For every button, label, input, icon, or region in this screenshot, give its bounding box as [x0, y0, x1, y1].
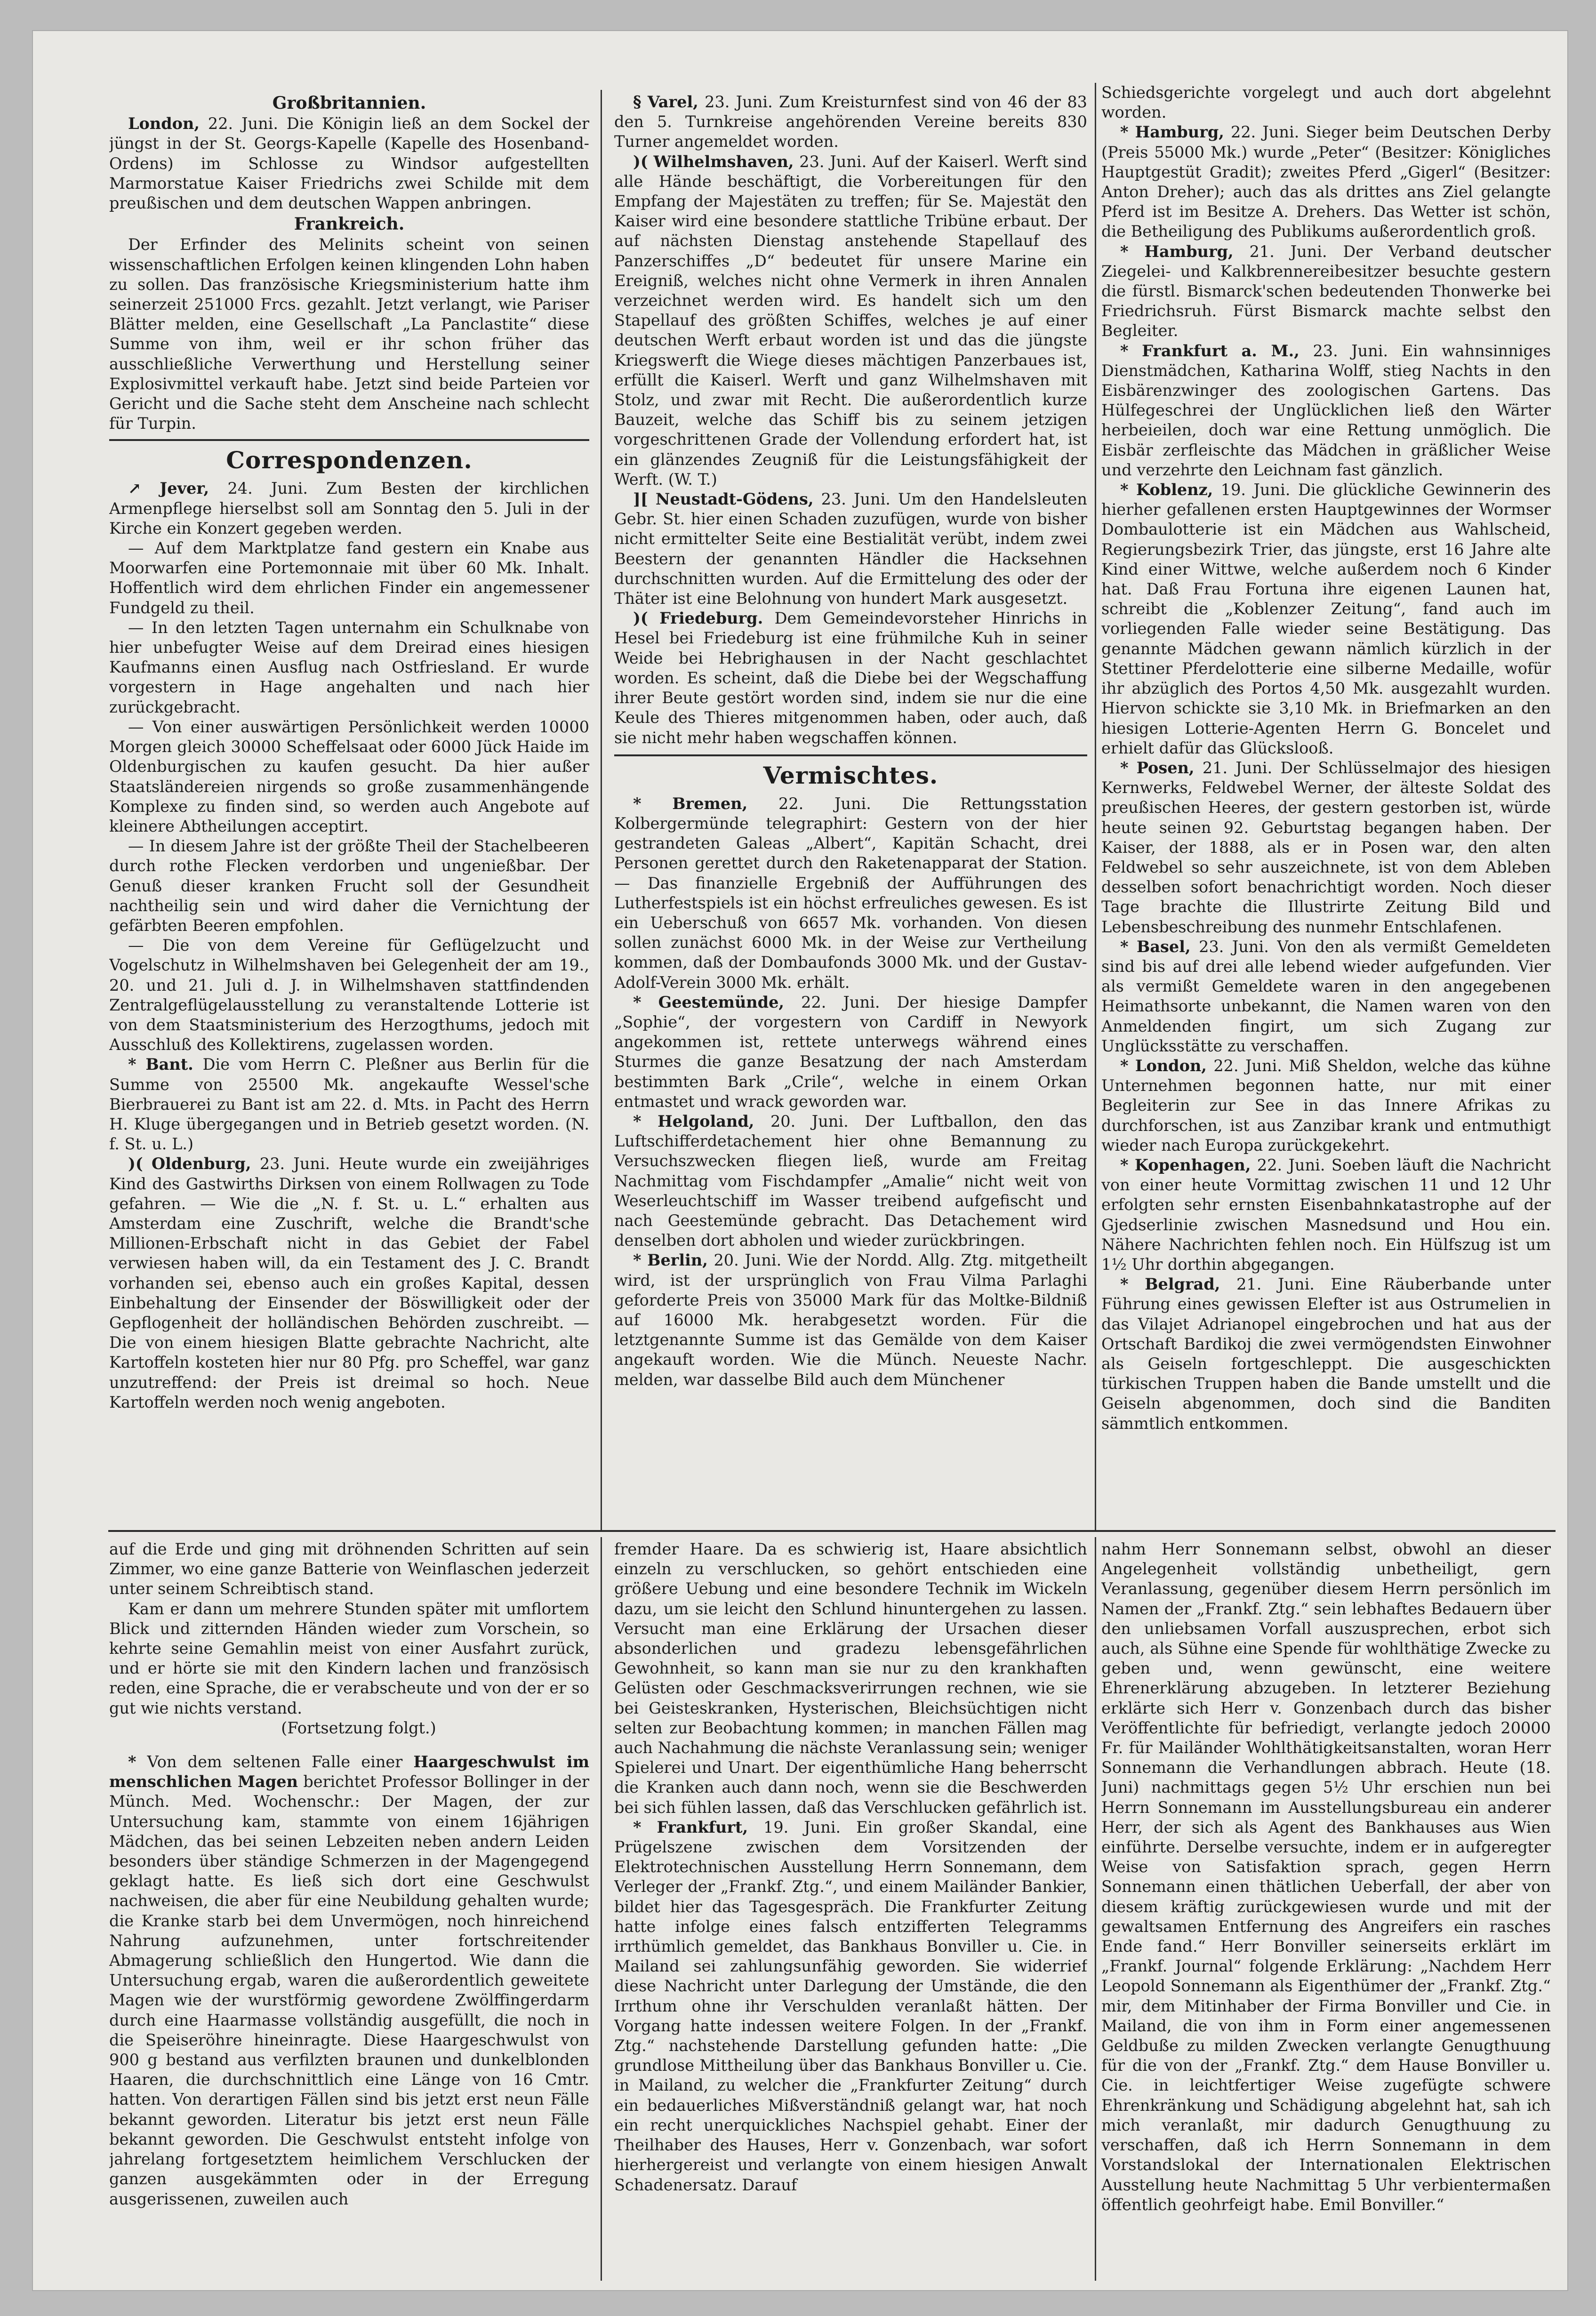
marker-symbol: * [1120, 242, 1129, 261]
article-bremen [614, 794, 1087, 993]
article-posen [1101, 758, 1551, 937]
article-bant [109, 1055, 589, 1154]
marker-symbol: * [128, 1055, 136, 1074]
heading-great-britain: Großbritannien. [272, 93, 426, 113]
spacer [109, 1738, 589, 1752]
continuation-note: (Fortsetzung folgt.) [281, 1718, 436, 1737]
feuilleton-column-2 [614, 1539, 1087, 2276]
marker-symbol: )( [128, 1154, 143, 1173]
dateline: Kopenhagen, [1134, 1155, 1251, 1174]
article-oldenburg [109, 1154, 589, 1412]
article-text: berichtet Professor Bollinger in der Münch. Med. Wochenschr.: Der Magen, der zur Untersuchung kam, stammte von einem 16jährigen Mädchen, das bei seinen Lebzeiten neben andern Leiden besonders über ständige Schmerzen in der Magengegend geklagt hatte. Es ließ sich dort eine Geschwulst nachweisen, die aber für eine Neubildung gehalten wurde; die Kranke starb bei dem Unvermögen, noch hinreichend Nahrung aufzunehmen, unter fortschreitender Abmagerung schließlich den Hungertod. Wie dann die Untersuchung ergab, waren die außerordentlich geweitete Magen wie der wurstförmig gewordene Zwölffingerdarm durch eine Haarmasse vollständig ausgefüllt, die noch in die Speiseröhre hineinragte. Diese Haargeschwulst von 900 g bestand aus verfilzten braunen und dunkelblonden Haaren, die durchschnittlich eine Länge von 16 Cmtr. hatten. Von derartigen Fällen sind bis jetzt erst neun Fälle bekannt geworden. Literatur bis jetzt erst neun Fälle bekannt geworden. Die Geschwulst entsteht infolge von jahrelang fortgesetztem heimlichem Verschlucken der ganzen ausgekämmten oder in der Erregung ausgerissenen, zuweilen auch [109, 1772, 589, 2208]
paragraph-continued: auf die Erde und ging mit dröhnenden Schritten auf sein Zimmer, wo eine ganze Batterie von Weinflaschen jederzeit unter seinem Schreibtisch stand. [109, 1540, 589, 1598]
dateline: Bremen, [672, 794, 748, 813]
paragraph-continued: nahm Herr Sonnemann selbst, obwohl an dieser Angelegenheit vollständig unbetheiligt, gern Veranlassung, gegenüber diesem Herrn persönlich im Namen der „Frankf. Ztg.“ sein lebhaftes Bedauern über den unliebsamen Vorfall auszusprechen, erbot sich auch, als Sühne eine Spende für wohlthätige Zwecke zu geben und, wenn gewünscht, eine weitere Ehrenerklärung abzugeben. In letzterer Beziehung erklärte sich Herr v. Gonzenbach durch das bisher Veröffentlichte für befriedigt, verlangte jedoch 20000 Fr. für Mailänder Wohlthätigkeitsanstalten, woran Herr Sonnemann die Verhandlungen abbrach. Heute (18. Juni) nachmittags gegen 5½ Uhr erschien nun bei Herrn Sonnemann im Ausstellungsbureau ein anderer Herr, der sich als Agent des Bankhauses aus Wien einführte. Derselbe versuchte, indem er in aufgeregter Weise von Satisfaktion sprach, gegen Herrn Sonnemann einen thätlichen Ueberfall, der aber von diesem kräftig zurückgewiesen wurde und mit der gewaltsamen Entfernung des Angreifers ein rasches Ende fand.“ Herr Bonviller seinerseits erklärt im „Frankf. Journal“ folgende Erklärung: „Nachdem Herr Leopold Sonnemann als Eigenthümer der „Frankf. Ztg.“ mir, dem Mitinhaber der Firma Bonviller und Cie. in Mailand, die von ihm in Form einer angemessenen Geldbuße zu milden Zwecken verlangte Genugthuung für die von der „Frankf. Ztg.“ dem Hause Bonviller u. Cie. in leichtfertiger Weise zugefügte schwere Ehrenkränkung und Schädigung abgelehnt hat, sah ich mich veranlaßt, mir dadurch Genugthuung zu verschaffen, daß ich Herrn Sonnemann in dem Vorstandslokal der Internationalen Elektrischen Ausstellung heute Nachmittag 5 Uhr verbientermaßen öffentlich geohrfeigt habe. Emil Bonviller.“ [1101, 1540, 1551, 2214]
column-1 [109, 92, 589, 1523]
dateline: Neustadt-Gödens, [655, 490, 814, 509]
article-text: 23. Juni. Heute wurde ein zweijähriges Kind des Gastwirths Dirksen von einem Rollwagen zu Tode gefahren. — Wie die „N. f. St. u. L.“ erhalten aus Amsterdam eine Zuschrift, welche die Brandt'sche Millionen-Erbschaft nicht in das Gebiet der Fabel verwiesen haben will, da ein Testament des J. C. Brandt vorhanden sei, ebenso auch ein großes Kapital, dessen Einbehaltung der Einsender der Böswilligkeit oder der Gepflogenheit der holländischen Behörden zuschreibt. — Die von einem hiesigen Blatte gebrachte Nachricht, alte Kartoffeln kosteten hier nur 80 Pfg. pro Scheffel, war ganz unzutreffend: der Preis ist dreimal so hoch. Neue Kartoffeln werden noch wenig angeboten. [109, 1154, 589, 1411]
column-3 [1101, 83, 1551, 1511]
article-text: 22. Juni. Soeben läuft die Nachricht von einer heute Vormittag zwischen 11 und 12 Uhr erfolgten sehr ernsten Eisenbahnkatastrophe auf der Gjedserlinie zwischen Masnedsund und Hou ein. Nähere Nachrichten fehlen noch. Ein Hülfszug ist um 1½ Uhr dorthin abgegangen. [1101, 1155, 1551, 1274]
article-text: 21. Juni. Eine Räuberbande unter Führung eines gewissen Elefter ist aus Ostrumelien in das Vilajet Adrianopel eingebrochen und hat aus der Ortschaft Bardikoj die zwei vermögendsten Einwohner als Geiseln fortgeschleppt. Die ausgeschickten türkischen Truppen haben die Bande umstellt und die Geiseln abgenommen, doch sind die Banditen sämmtlich entkommen. [1101, 1275, 1551, 1433]
paragraph: — Die von dem Vereine für Geflügelzucht und Vogelschutz in Wilhelmshaven bei Gelegenheit der am 19., 20. und 21. Juli d. J. in Wilhelmshaven stattfindenden Zentralgeflügelausstellung zu veranstaltende Lotterie ist von dem Staatsministerium des Herzogthums, jedoch mit Ausschluß des Kollektirens, zugelassen worden. [109, 936, 589, 1054]
dateline: Belgrad, [1145, 1275, 1220, 1294]
column-2 [614, 92, 1087, 1528]
heading-miscellaneous: Vermischtes. [763, 761, 938, 789]
article-belgrad [1101, 1274, 1551, 1434]
section-rule [109, 439, 589, 441]
dateline: Helgoland, [658, 1112, 754, 1130]
marker-symbol: * [1120, 758, 1129, 777]
paragraph-continued: Schiedsgerichte vorgelegt und auch dort abgelehnt worden. [1101, 83, 1551, 122]
article-hamburg-derby [1101, 122, 1551, 241]
marker-symbol: * [633, 1112, 642, 1130]
article-kopenhagen [1101, 1155, 1551, 1274]
marker-symbol: * [1120, 937, 1129, 956]
article-basel [1101, 937, 1551, 1056]
dateline: Koblenz, [1136, 481, 1213, 499]
article-haargeschwulst [109, 1752, 589, 2209]
article-text: 22. Juni. Die Königin ließ an dem Sockel der jüngst in der St. Georgs-Kapelle (Kapelle des Hosenband-Ordens) im Schlosse zu Windsor aufgestellten Marmorstatue Kaiser Friedrichs zwei Schilde mit dem preußischen und dem deutschen Wappen anbringen. [109, 114, 589, 213]
article-berlin [614, 1250, 1087, 1389]
feuilleton-rule [108, 1530, 1556, 1532]
article-text: 22. Juni. Der hiesige Dampfer „Sophie“, der vorgestern von Cardiff in Newyork angekommen ist, rettete unterwegs während eines Sturmes die ganze Besatzung der nach Amsterdam bestimmten Bark „Crile“, welche in einem Orkan entmastet und wrack geworden war. [614, 993, 1087, 1111]
article-helgoland [614, 1112, 1087, 1250]
marker-symbol: ][ [633, 490, 648, 509]
dateline: Bant. [145, 1055, 193, 1074]
marker-symbol: * [633, 993, 642, 1011]
newspaper-page [33, 31, 1567, 2290]
column-rule [601, 90, 602, 1530]
dateline: Oldenburg, [152, 1154, 251, 1173]
feuilleton-column-1 [109, 1539, 589, 2276]
paragraph: Kam er dann um mehrere Stunden später mit umflortem Blick und zitternden Händen wieder zum Vorschein, so kehrte seine Gemahlin meist von einer Ausfahrt zurück, und er hörte sie mit den Kindern lachen und französisch reden, eine Sprache, die er verabscheute und von der er so gut wie nichts verstand. [109, 1599, 589, 1717]
dateline: Varel, [647, 93, 698, 111]
article-text: 22. Juni. Die Rettungsstation Kolbergermünde telegraphirt: Gestern von der hier gestrandeten Galeas „Albert“, Kapitän Schacht, drei Personen gerettet durch den Raketenapparat der Station. — Das finanzielle Ergebniß der Aufführungen des Lutherfestspiels ist ein höchst erfreuliches gewesen. Es ist ein Ueberschuß von 6657 Mk. vorhanden. Von diesen sollen zunächst 6000 Mk. in der Weise zur Vertheilung kommen, daß der Dombaufonds 3000 Mk. und der Gustav-Adolf-Verein 3000 Mk. erhält. [614, 794, 1087, 992]
marker-symbol: )( [633, 609, 648, 628]
dateline: Hamburg, [1144, 242, 1234, 261]
heading-correspondence: Correspondenzen. [226, 446, 473, 474]
paragraph-continued: fremder Haare. Da es schwierig ist, Haare absichtlich einzeln zu verschlucken, so gehört entschieden eine größere Uebung und eine besondere Technik im Wickeln dazu, um sie leicht den Schlund hinuntergehen zu lassen. Versucht man eine Erklärung der Ursachen dieser absonderlichen und gradezu lebensgefährlichen Gewohnheit, so kann man sie nur zu den krankhaften Gelüsten oder Geschmacksverirrungen rechnen, wie sie bei Geisteskranken, Hysterischen, Bleichsüchtigen nicht selten zur Beobachtung kommen; in manchen Fällen mag auch Nachahmung die nächste Veranlassung sein; weniger Spielerei und Unart. Der eigenthümliche Hang beherrscht die Kranken auch dann noch, wenn sie die Beschwerden bei sich fühlen lassen, daß das Verschlucken gefährlich ist. [614, 1540, 1087, 1817]
article-text: Von dem seltenen Falle einer [147, 1753, 403, 1771]
article-varel [614, 92, 1087, 152]
article-text: 20. Juni. Der Luftballon, den das Luftschifferdetachement hier ohne Bemannung zu Versuchszwecken fliegen ließ, wurde am Freitag Nachmittag vom Fischdampfer „Amalie“ nicht weit von Weserleuchtschiff im Wasser treibend aufgefischt und nach Geestemünde gebracht. Das Detachement wird denselben dort abholen und wieder zurückbringen. [614, 1112, 1087, 1250]
marker-symbol: * [633, 1818, 642, 1836]
dateline: Frankfurt, [657, 1818, 748, 1836]
article-jever [109, 479, 589, 538]
article-hamburg-ziegelei [1101, 242, 1551, 341]
article-text: 21. Juni. Der Verband deutscher Ziegelei- und Kalkbrennereibesitzer besuchte gestern die fürstl. Bismarck'schen bedeutenden Thonwerke bei Friedrichsruh. Fürst Bismarck machte selbst den Begleiter. [1101, 242, 1551, 340]
article-text: 23. Juni. Ein wahnsinniges Dienstmädchen, Katharina Wolff, stieg Nachts in den Eisbärenzwinger des zoologischen Gartens. Das Hülfegeschrei der Unglücklichen ließ den Wärter herbeieilen, doch war eine Rettung unmöglich. Die Eisbär zerfleischte das Mädchen in gräßlicher Weise und verzehrte den Leichnam fast gänzlich. [1101, 341, 1551, 479]
article-friedeburg [614, 609, 1087, 747]
article-text: 21. Juni. Der Schlüsselmajor des hiesigen Kernwerks, Feldwebel Werner, der älteste Soldat des preußischen Heeres, der gestern gestorben ist, würde heute seinen 92. Geburtstag begangen haben. Der Kaiser, der 1888, als er in Posen war, den alten Feldwebel so sehr auszeichnete, ist von dem Ableben desselben sofort benachrichtigt worden. Noch dieser Tage brachte die Illustrirte Zeitung Bild und Lebensbeschreibung des nunmehr Entschlafenen. [1101, 758, 1551, 936]
dateline: Posen, [1136, 758, 1195, 777]
article-text: 23. Juni. Zum Kreisturnfest sind von 46 der 83 den 5. Turnkreise angehörenden Vereine bereits 830 Turner angemeldet worden. [614, 93, 1087, 151]
marker-symbol: § [633, 93, 642, 111]
marker-symbol: * [633, 794, 642, 813]
article-text: Dem Gemeindevorsteher Hinrichs in Hesel bei Friedeburg ist eine frühmilche Kuh in seiner Weide bei Hebrighausen in der Nacht geschlachtet worden. Es scheint, daß die Diebe bei der Wegschaffung ihrer Beute gestört worden sind, indem sie nur die eine Keule des Thieres mitgenommen haben, oder auch, daß sie nicht mehr haben wegschaffen können. [614, 609, 1087, 747]
column-rule [601, 1537, 602, 2281]
dateline: London, [128, 114, 200, 133]
article-text: 19. Juni. Ein großer Skandal, eine Prügelszene zwischen dem Vorsitzenden der Elektrotechnischen Ausstellung Herrn Sonnemann, dem Verleger der „Frankf. Ztg.“, und einem Mailänder Bankier, bildet hier das Tagesgespräch. Die Frankfurter Zeitung hatte infolge eines falsch entzifferten Telegramms irrthümlich gemeldet, das Bankhaus Bonviller u. Cie. in Mailand sei zahlungsunfähig geworden. Sie widerrief diese Nachricht unter Darlegung der Umstände, die den Irrthum ohne ihr Verschulden veranlaßt hätten. Der Vorgang hatte indessen weitere Folgen. In der „Frankf. Ztg.“ nachstehende Darstellung gefunden hatte: „Die grundlose Mittheilung über das Bankhaus Bonviller u. Cie. in Mailand, zu welcher die „Frankfurter Zeitung“ durch ein bedauerliches Mißverständniß gelangt war, hat noch ein recht unerquickliches Nachspiel gehabt. Einer der Theilhaber des Hauses, Herr v. Gonzenbach, war sofort hierhergereist und verlangte von einem hiesigen Anwalt Schadenersatz. Darauf [614, 1818, 1087, 2194]
paragraph: — Auf dem Marktplatze fand gestern ein Knabe aus Moorwarfen eine Portemonnaie mit über 60 Mk. Inhalt. Hoffentlich wird dem ehrlichen Finder ein angemessener Fundgeld zu theil. [109, 539, 589, 617]
marker-symbol: * [1120, 481, 1129, 499]
column-rule [1095, 83, 1096, 1530]
article-text: 22. Juni. Sieger beim Deutschen Derby (Preis 55000 Mk.) wurde „Peter“ (Besitzer: Königliches Hauptgestüt Gradit); zweites Pferd „Gigerl“ (Besitzer: Anton Dreher); auch das als drittes ans Ziel gelangte Pferd ist im Besitze A. Drehers. Das Wetter ist schön, die Betheiligung des Publikums außerordentlich groß. [1101, 123, 1551, 241]
section-rule [614, 754, 1087, 756]
marker-symbol: )( [633, 152, 648, 171]
article-text: 19. Juni. Die glückliche Gewinnerin des hierher gefallenen ersten Hauptgewinnes der Wormser Dombaulotterie ist ein Mädchen aus Wahlscheid, Regierungsbezirk Trier, das jüngste, erst 16 Jahre alte Kind einer Wittwe, welche außerdem noch 6 Kinder hat. Daß Frau Fortuna ihre eigenen Launen hat, schreibt die „Koblenzer Zeitung“, fand auch im vorliegenden Falle wieder seine Bestätigung. Das genannte Mädchen gewann nämlich kürzlich in der Stettiner Pferdelotterie eine silberne Medaille, wofür ihr abzüglich des Portos 4,50 Mk. ausgezahlt wurden. Hiervon schickte sie 3,10 Mk. in Briefmarken an den hiesigen Lotterie-Agenten Herrn G. Boncelet und erhielt dafür das Glückslooß. [1101, 481, 1551, 757]
marker-symbol: * [128, 1753, 136, 1771]
article-neustadt-goedens [614, 489, 1087, 609]
dateline: Friedeburg. [659, 609, 763, 628]
article-london-sheldon [1101, 1056, 1551, 1155]
heading-france: Frankreich. [294, 214, 405, 234]
article-text: 24. Juni. Zum Besten der kirchlichen Armenpflege hierselbst soll am Sonntag den 5. Juli in der Kirche ein Konzert gegeben werden. [109, 479, 589, 537]
article-geestemuende [614, 993, 1087, 1112]
marker-symbol: * [1120, 341, 1129, 360]
dateline: London, [1135, 1056, 1207, 1075]
marker-symbol: ↗ [128, 479, 142, 498]
article-frankfurt-eisbaer [1101, 341, 1551, 480]
article-text: 23. Juni. Von den als vermißt Gemeldeten sind bis auf drei alle lebend wieder aufgefunden. Vier als vermißt Gemeldete waren in den angegebenen Heimathsorte unbekannt, die Namen waren von den Anmeldenden fingirt, um sich Zugang zur Unglücksstätte zu verschaffen. [1101, 937, 1551, 1055]
article-frankfurt-skandal [614, 1818, 1087, 2195]
article-koblenz [1101, 480, 1551, 758]
article-wilhelmshaven [614, 152, 1087, 489]
feuilleton-column-3 [1101, 1539, 1551, 2276]
article-text: 20. Juni. Wie der Nordd. Allg. Ztg. mitgetheilt wird, ist der ursprünglich von Frau Vilma Parlaghi geforderte Preis von 35000 Mark für das Moltke-Bildniß auf 16000 Mk. herabgesetzt worden. Für die letztgenannte Summe ist das Gemälde von dem Kaiser angekauft worden. Wie die Münch. Neueste Nachr. melden, war dasselbe Bild auch dem Münchener [614, 1251, 1087, 1389]
article-text: Die vom Herrn C. Pleßner aus Berlin für die Summe von 25500 Mk. angekaufte Wessel'sche Bierbrauerei zu Bant ist am 22. d. Mts. in Pacht des Herrn H. Kluge übergegangen und in Betrieb gesetzt worden. (N. f. St. u. L.) [109, 1055, 589, 1154]
dateline: Geestemünde, [658, 993, 785, 1011]
article-text: 23. Juni. Auf der Kaiserl. Werft sind alle Hände beschäftigt, die Vorbereitungen für den Empfang der Majestäten zu treffen; für Se. Majestät den Kaiser wird eine besondere stattliche Tribüne erbaut. Der auf nächsten Dienstag anstehende Stapellauf des Panzerschiffes „D“ bedeutet für unsere Marine ein Ereigniß, welches nicht ohne Vermerk in ihren Annalen verzeichnet werden wird. Es handelt sich um den Stapellauf des größten Schiffes, welches je auf einer deutschen Werft erbaut worden ist und das die jüngste Kriegswerft die Wiege dieses mächtigen Panzerbaues ist, erfüllt die Kaiserl. Werft und ganz Wilhelmshaven mit Stolz, und zwar mit Recht. Die außerordentlich kurze Bauzeit, welche das Schiff bis zu seinem jetzigen vorgeschrittenen Grade der Vollendung erfordert hat, ist ein glänzendes Zeugniß für die Leistungsfähigkeit der Werft. (W. T.) [614, 152, 1087, 489]
article-headline: Haargeschwulst im menschlichen Magen [109, 1753, 589, 1791]
marker-symbol: * [1120, 1056, 1129, 1075]
column-rule [1095, 1537, 1096, 2281]
marker-symbol: * [633, 1251, 642, 1270]
article-melinit: Der Erfinder des Melinits scheint von seinen wissenschaftlichen Erfolgen keinen klingenden Lohn haben zu sollen. Das französische Kriegsministerium hatte ihm seinerzeit 251000 Frcs. gezahlt. Jetzt verlangt, wie Pariser Blätter melden, eine Gesellschaft „La Panclastite“ diese Summe von ihm, weil er ihr schon früher das ausschließliche Verwerthung und Herstellung seiner Explosivmittel verkauft habe. Jetzt sind beide Parteien vor Gericht und die Sache steht dem Anscheine nach schlecht für Turpin. [109, 235, 589, 433]
dateline: Wilhelmshaven, [653, 152, 794, 171]
dateline: Berlin, [647, 1251, 708, 1270]
marker-symbol: * [1120, 1155, 1129, 1174]
dateline: Basel, [1137, 937, 1191, 956]
paragraph: — In den letzten Tagen unternahm ein Schulknabe von hier unbefugter Weise auf dem Dreirad eines hiesigen Kaufmanns einen Ausflug nach Ostfriesland. Er wurde vorgestern in Hage angehalten und nach hier zurückgebracht. [109, 618, 589, 716]
paragraph: — Von einer auswärtigen Persönlichkeit werden 10000 Morgen gleich 30000 Scheffelsaat oder 6000 Jück Haide im Oldenburgischen zu kaufen gesucht. Da hier außer Staatsländereien nirgends so große zusammenhängende Komplexe zu finden sind, so werden auch Angebote auf kleinere Abtheilungen acceptirt. [109, 717, 589, 835]
article-london [109, 114, 589, 213]
marker-symbol: * [1120, 123, 1129, 142]
paragraph: — In diesem Jahre ist der größte Theil der Stachelbeeren durch rothe Flecken verdorben und ungenießbar. Der Genuß dieser kranken Frucht soll der Gesundheit nachtheilig sein und wird daher die Vernichtung der gefärbten Beeren empfohlen. [109, 837, 589, 935]
dateline: Hamburg, [1135, 123, 1224, 142]
article-text: 22. Juni. Miß Sheldon, welche das kühne Unternehmen begonnen hatte, nur mit einer Begleiterin zur See in das Innere Afrikas zu durchforschen, ist aus Zanzibar krank und entmuthigt wieder nach Europa zurückgekehrt. [1101, 1056, 1551, 1154]
marker-symbol: * [1120, 1275, 1129, 1294]
dateline: Jever, [160, 479, 209, 498]
dateline: Frankfurt a. M., [1142, 341, 1299, 360]
article-text: 23. Juni. Um den Handelsleuten Gebr. St. hier einen Schaden zuzufügen, wurde von bisher nicht ermittelter Seite eine Bestialität verübt, indem zwei Beestern der genannten Händler die Hacksehnen durchschnitten wurden. Auf die Ermittelung des oder der Thäter ist eine Belohnung von hundert Mark ausgesetzt. [614, 490, 1087, 608]
